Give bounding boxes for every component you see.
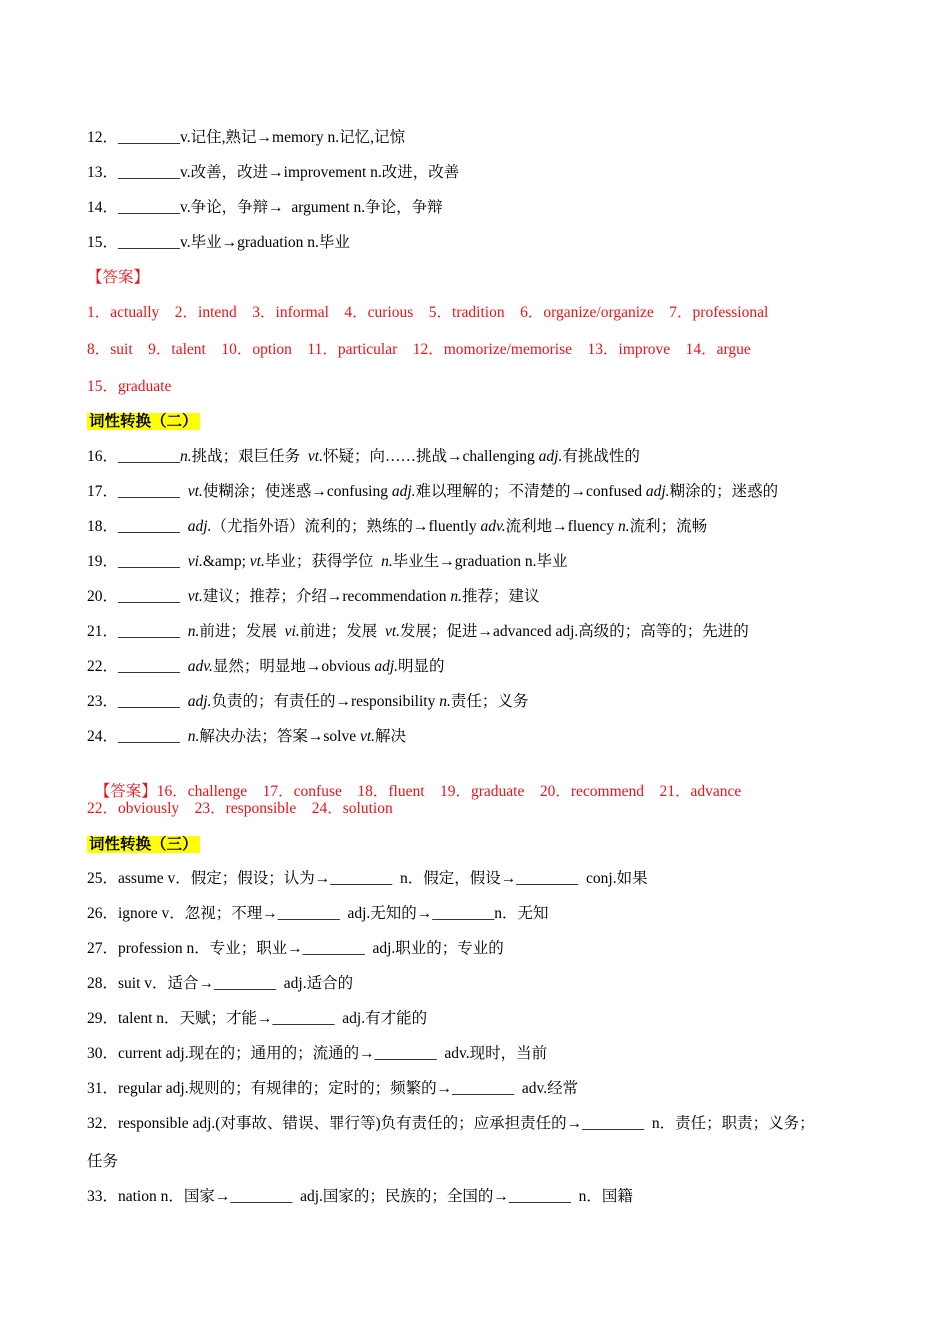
vocab-item-30: 30．current adj.现在的；通用的；流通的→________ adv.现时，当前 bbox=[87, 1045, 548, 1062]
vocab-item-23: 23．________ adj.负责的；有责任的→responsibility n.责任；义务 bbox=[87, 693, 529, 710]
vocab-item-17: 17．________ vt.使糊涂；使迷惑→confusing adj.难以理解的；不清楚的→confused adj.糊涂的；迷惑的 bbox=[87, 483, 779, 500]
answer-label-2: 【答案】 bbox=[94, 783, 157, 800]
vocab-item-12: 12．________v.记住,熟记→memory n.记忆,记惊 bbox=[87, 129, 406, 146]
vocab-item-29: 29．talent n．天赋；才能→________ adj.有才能的 bbox=[87, 1010, 428, 1027]
vocab-item-32: 32．responsible adj.(对事故、错误、罪行等)负有责任的；应承担责任的→________ n．责任；职责；义务； bbox=[87, 1115, 815, 1132]
section-title-2: 词性转换（二） bbox=[89, 413, 198, 430]
answer-label-1: 【答案】 bbox=[87, 269, 150, 286]
vocab-item-16: 16．________n.挑战；艰巨任务 vt.怀疑；向……挑战→challenging adj.有挑战性的 bbox=[87, 448, 640, 465]
vocab-item-31: 31．regular adj.规则的；有规律的；定时的；频繁的→________ adv.经常 bbox=[87, 1080, 579, 1097]
vocab-item-20: 20．________ vt.建议；推荐；介绍→recommendation n.推荐；建议 bbox=[87, 588, 540, 605]
vocab-item-28: 28．suit v．适合→________ adj.适合的 bbox=[87, 975, 354, 992]
vocab-item-13: 13．________v.改善，改进→improvement n.改进，改善 bbox=[87, 164, 460, 181]
vocab-item-19: 19．________ vi.&amp; vt.毕业；获得学位 n.毕业生→graduation n.毕业 bbox=[87, 553, 568, 570]
answer2-line2: 22．obviously 23．responsible 24．solution bbox=[87, 800, 393, 817]
vocab-item-14: 14．________v.争论，争辩→ argument n.争论，争辩 bbox=[87, 199, 443, 216]
answer1-line1: 1．actually 2．intend 3．informal 4．curious 5．tradition 6．organize/organize 7．professional bbox=[87, 304, 769, 321]
answer1-line2: 8．suit 9．talent 10．option 11．particular 12．momorize/memorise 13．improve 14．argue bbox=[87, 341, 751, 358]
section-title-3: 词性转换（三） bbox=[89, 836, 198, 853]
vocab-item-18: 18．________ adj.（尤指外语）流利的；熟练的→fluently adv.流利地→fluency n.流利；流畅 bbox=[87, 518, 708, 535]
vocab-item-27: 27．profession n．专业；职业→________ adj.职业的；专业的 bbox=[87, 940, 504, 957]
vocab-item-22: 22．________ adv.显然；明显地→obvious adj.明显的 bbox=[87, 658, 445, 675]
vocab-item-32-cont: 任务 bbox=[87, 1153, 119, 1170]
vocab-item-26: 26．ignore v．忽视；不理→________ adj.无知的→________n．无知 bbox=[87, 905, 549, 922]
vocab-item-25: 25．assume v．假定；假设；认为→________ n．假定，假设→________ conj.如果 bbox=[87, 870, 648, 887]
vocab-item-21: 21．________ n.前进；发展 vi.前进；发展 vt.发展；促进→advanced adj.高级的；高等的；先进的 bbox=[87, 623, 749, 640]
vocab-item-33: 33．nation n．国家→________ adj.国家的；民族的；全国的→________ n．国籍 bbox=[87, 1188, 633, 1205]
answer2-line1: 【答案】16．challenge 17．confuse 18．fluent 19．graduate 20．recommend 21．advance bbox=[94, 783, 742, 800]
vocab-item-24: 24．________ n.解决办法；答案→solve vt.解决 bbox=[87, 728, 407, 745]
answer1-line3: 15．graduate bbox=[87, 378, 172, 395]
vocab-item-15: 15．________v.毕业→graduation n.毕业 bbox=[87, 234, 350, 251]
